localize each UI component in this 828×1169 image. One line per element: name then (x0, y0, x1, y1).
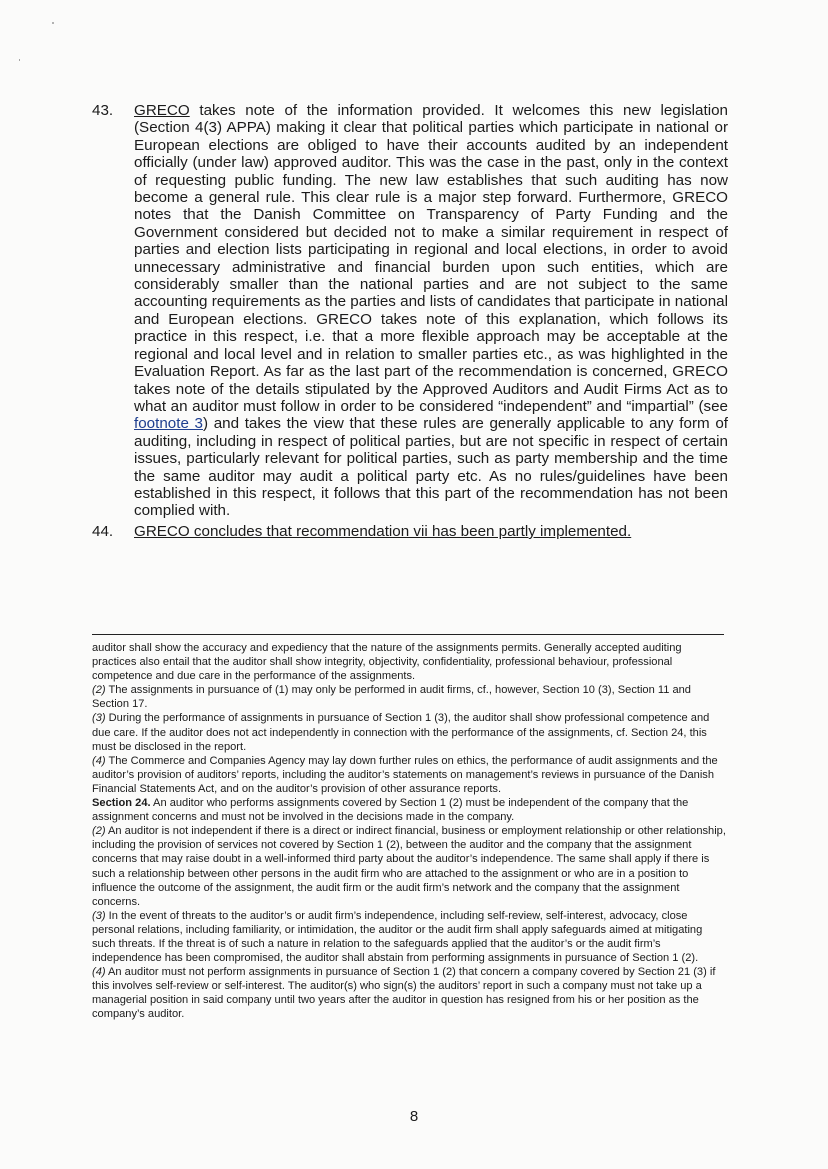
paragraph-text: takes note of the information provided. It welcomes this new legislation (Section 4(3) APPA) making it clear that political parties which participate in national or European elections are obliged to have their accounts audited by an independent officially (under law) approved auditor. This was the case in the past, only in the context of requesting public funding. The new law establishes that such auditing has now become a general rule. This clear rule is a major step forward. Furthermore, GRECO notes that the Danish Committee on Transparency of Party Funding and the Government considered but decided not to make a similar requirement in respect of parties and election lists participating in regional and local elections, in order to avoid unnecessary administrative and financial burden upon such entities, which are considerably smaller than the national parties and are not subject to the same accounting requirements as the parties and lists of candidates that participate in national and European elections. GRECO takes note of this explanation, which follows its practice in this respect, i.e. that a more flexible approach may be acceptable at the regional and local level and in relation to smaller parties etc., as was highlighted in the Evaluation Report. As far as the last part of the recommendation is concerned, GRECO takes note of the details stipulated by the Approved Auditors and Audit Firms Act as to what an auditor must follow in order to be considered “independent” and “impartial” (see (134, 102, 728, 415)
footnote-text: During the performance of assignments in pursuance of Section 1 (3), the auditor shall show professional competence and due care. If the auditor does not act independently in connection with the performance of the assignments, cf. Section 24, this must be disclosed in the report. (92, 712, 710, 753)
footnote-text: The assignments in pursuance of (1) may only be performed in audit firms, cf., however, Section 10 (3), Section 11 and Section 17. (92, 684, 691, 711)
footnote-item (92, 965, 728, 1021)
footnote-item (92, 824, 728, 909)
footnote-3-link[interactable]: footnote 3 (134, 415, 203, 433)
footnote-text: An auditor must not perform assignments in pursuance of Section 1 (2) that concern a company covered by Section 21 (3) if this involves self-review or self-interest. The auditor(s) who sign(s) the auditors’ report in such a company must not take up a managerial position in said company until two years after the auditor in question has resigned from his or her position as the company’s auditor. (92, 966, 716, 1021)
footnote-item (92, 683, 728, 711)
footnote-text: In the event of threats to the auditor’s or audit firm’s independence, including self-review, self-interest, advocacy, close personal relations, including familiarity, or intimidation, the auditor or the audit firm shall apply safeguards aimed at mitigating such threats. If the threat is of such a nature in relation to the safeguards applied that the auditor’s or the audit firm’s independence has been compromised, the auditor shall abstain from performing assignments in pursuance of Section 1 (2). (92, 909, 703, 965)
footnote-text: auditor shall show the accuracy and expediency that the nature of the assignments permits. Generally accepted auditing practices also entail that the auditor shall show integrity, objectivity, confidentiality, professional behaviour, professional competence and due care in the performance of the assignments. (92, 642, 682, 683)
page-number: 8 (409, 1108, 419, 1125)
footnote-separator (92, 634, 724, 635)
greco-lead: GRECO (134, 102, 190, 119)
footnote-item (92, 711, 728, 753)
clause-marker: (2) (92, 825, 106, 838)
paragraph-text-tail: ) and takes the view that these rules are generally applicable to any form of auditing, including in respect of political parties, but are not specific in respect of certain issues, particularly relevant for political parties, such as party membership and the time the same auditor may audit a political party etc. As no rules/guidelines have been established in this respect, it follows that this part of the recommendation has not been complied with. (134, 415, 728, 520)
paragraph-body (134, 102, 728, 520)
footnote-item (92, 796, 728, 824)
paragraph-number: 44. (92, 523, 114, 540)
footnote-text: The Commerce and Companies Agency may lay down further rules on ethics, the performance of audit assignments and the auditor’s provision of auditors’ reports, including the auditor’s statements on management’s reviews in pursuance of the Danish Financial Statements Act, and on the auditor’s provision of other assurance reports. (92, 754, 718, 795)
clause-marker: (3) (92, 909, 106, 922)
paragraph-body (134, 523, 728, 540)
paragraph-number: 43. (92, 102, 114, 119)
conclusion-text: GRECO concludes that recommendation vii has been partly implemented. (134, 523, 632, 540)
clause-marker: (4) (92, 754, 106, 767)
clause-marker: (4) (92, 966, 106, 979)
footnote-text: An auditor is not independent if there is a direct or indirect financial, business or employment relationship or other relationship, including the provision of services not covered by Section 1 (2), between the auditor and the company that the assignment concerns that may raise doubt in a well-informed third party about the auditor’s independence. The same shall apply if there is such a relationship between other persons in the audit firm who are attached to the assignment or who are in a position to influence the outcome of the assignment, the audit firm or the audit firm’s network and the company that the assignment concerns. (92, 825, 726, 908)
clause-marker: (3) (92, 712, 106, 725)
footnotes (92, 641, 728, 1022)
section-heading: Section 24. (92, 797, 151, 810)
paragraph-44 (92, 523, 728, 540)
paragraph-43 (92, 102, 728, 520)
scan-speck (52, 22, 54, 24)
footnote-item (92, 754, 728, 796)
footnote-item (92, 909, 728, 965)
clause-marker: (2) (92, 684, 106, 697)
footnote-text: An auditor who performs assignments covered by Section 1 (2) must be independent of the company that the assignment concerns and must not be involved in the decisions made in the company. (92, 797, 689, 824)
scan-speck (19, 59, 20, 61)
